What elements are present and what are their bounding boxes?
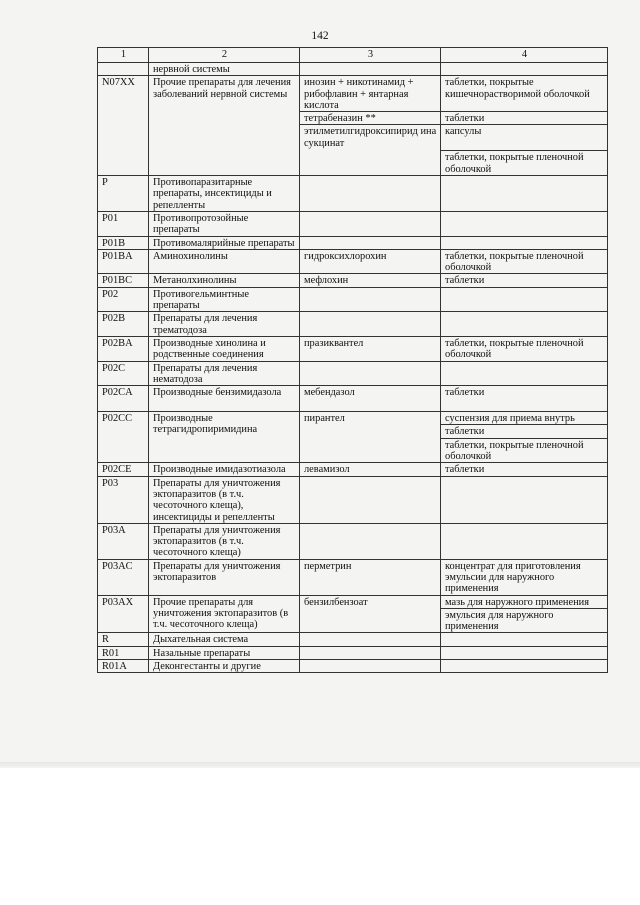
table-row [98,412,608,425]
atc-code-cell: N07XX [98,76,149,176]
dosage-form-cell: таблетки, покрытые пленочной оболочкой [441,151,608,176]
drug-name-cell: празиквантел [300,336,441,361]
dosage-form-cell [441,361,608,386]
atc-code-cell: P01B [98,236,149,249]
drug-name-cell: гидроксихлорохин [300,249,441,274]
drug-table [97,47,608,673]
dosage-form-cell: мазь для наружного применения [441,595,608,608]
dosage-form-cell [441,633,608,646]
dosage-form-cell: таблетки [441,112,608,125]
atc-code-cell: P03AX [98,595,149,633]
table-row [98,287,608,312]
drug-name-cell: тетрабеназин ** [300,112,441,125]
table-row [98,249,608,274]
header-col-4: 4 [441,48,608,63]
table-row [98,386,608,412]
group-name-cell: Производные тетрагидропиримидина [149,412,300,463]
table-row [98,646,608,659]
atc-code-cell: P02CE [98,463,149,476]
group-name-cell: Прочие препараты для уничтожения эктопаразитов (в т.ч. чесоточного клеща) [149,595,300,633]
atc-code-cell: P02BA [98,336,149,361]
group-name-cell: Препараты для лечения нематодоза [149,361,300,386]
drug-name-cell [300,176,441,212]
table-row [98,660,608,673]
drug-name-cell [300,312,441,337]
atc-code-cell: P03 [98,476,149,523]
table-row [98,523,608,559]
scan-edge [0,762,640,768]
drug-name-cell [300,63,441,76]
drug-name-cell [300,523,441,559]
group-name-cell: Препараты для уничтожения эктопаразитов [149,559,300,595]
drug-name-cell [300,646,441,659]
table-row [98,176,608,212]
dosage-form-cell: таблетки, покрытые пленочной оболочкой [441,249,608,274]
dosage-form-cell [441,287,608,312]
table-row [98,211,608,236]
dosage-form-cell: таблетки [441,425,608,438]
dosage-form-cell: таблетки [441,274,608,287]
group-name-cell: Метанолхинолины [149,274,300,287]
group-name-cell: Противогельминтные препараты [149,287,300,312]
dosage-form-cell: таблетки, покрытые кишечнорастворимой оболочкой [441,76,608,112]
drug-name-cell: мебендазол [300,386,441,412]
table-row [98,476,608,523]
table-row [98,274,608,287]
atc-code-cell: P02CC [98,412,149,463]
atc-code-cell: P01BC [98,274,149,287]
drug-name-cell: бензилбензоат [300,595,441,633]
dosage-form-cell [441,63,608,76]
group-name-cell: Прочие препараты для лечения заболеваний нервной системы [149,76,300,176]
table-row [98,76,608,112]
dosage-form-cell: капсулы [441,125,608,151]
group-name-cell: Производные имидазотиазола [149,463,300,476]
group-name-cell: Препараты для уничтожения эктопаразитов (в т.ч. чесоточного клеща), инсектициды и репелленты [149,476,300,523]
dosage-form-cell: эмульсия для наружного применения [441,608,608,633]
group-name-cell: Деконгестанты и другие [149,660,300,673]
table-row [98,559,608,595]
dosage-form-cell [441,660,608,673]
drug-name-cell [300,660,441,673]
drug-name-cell: перметрин [300,559,441,595]
page-number: 142 [311,30,329,42]
drug-name-cell [300,361,441,386]
header-col-2: 2 [149,48,300,63]
dosage-form-cell [441,176,608,212]
drug-name-cell: этилметилгидроксипирид ина сукцинат [300,125,441,176]
atc-code-cell: P02CA [98,386,149,412]
group-name-cell: Препараты для уничтожения эктопаразитов (в т.ч. чесоточного клеща) [149,523,300,559]
group-name-cell: Назальные препараты [149,646,300,659]
dosage-form-cell: таблетки [441,463,608,476]
dosage-form-cell: таблетки [441,386,608,412]
dosage-form-cell: концентрат для приготовления эмульсии для наружного применения [441,559,608,595]
group-name-cell: нервной системы [149,63,300,76]
group-name-cell: Противопаразитарные препараты, инсектициды и репелленты [149,176,300,212]
table-row [98,463,608,476]
dosage-form-cell [441,236,608,249]
table-row [98,595,608,608]
group-name-cell: Дыхательная система [149,633,300,646]
atc-code-cell: R01A [98,660,149,673]
drug-name-cell: инозин + никотинамид + рибофлавин + янтарная кислота [300,76,441,112]
group-name-cell: Противопротозойные препараты [149,211,300,236]
drug-name-cell [300,236,441,249]
group-name-cell: Противомалярийные препараты [149,236,300,249]
drug-name-cell: пирантел [300,412,441,463]
dosage-form-cell: суспензия для приема внутрь [441,412,608,425]
table-row [98,633,608,646]
dosage-form-cell: таблетки, покрытые пленочной оболочкой [441,438,608,463]
drug-name-cell [300,211,441,236]
header-col-1: 1 [98,48,149,63]
dosage-form-cell [441,523,608,559]
table-row [98,236,608,249]
dosage-form-cell: таблетки, покрытые пленочной оболочкой [441,336,608,361]
atc-code-cell: P [98,176,149,212]
drug-name-cell [300,633,441,646]
drug-name-cell: левамизол [300,463,441,476]
dosage-form-cell [441,476,608,523]
atc-code-cell [98,63,149,76]
atc-code-cell: P01 [98,211,149,236]
group-name-cell: Производные бензимидазола [149,386,300,412]
dosage-form-cell [441,312,608,337]
atc-code-cell: P03A [98,523,149,559]
group-name-cell: Аминохинолины [149,249,300,274]
header-col-3: 3 [300,48,441,63]
group-name-cell: Препараты для лечения трематодоза [149,312,300,337]
atc-code-cell: R [98,633,149,646]
atc-code-cell: P02C [98,361,149,386]
table-row [98,361,608,386]
dosage-form-cell [441,646,608,659]
atc-code-cell: P03AC [98,559,149,595]
group-name-cell: Производные хинолина и родственные соединения [149,336,300,361]
dosage-form-cell [441,211,608,236]
atc-code-cell: P01BA [98,249,149,274]
atc-code-cell: P02 [98,287,149,312]
drug-name-cell [300,476,441,523]
table-row [98,336,608,361]
table-row [98,312,608,337]
atc-code-cell: R01 [98,646,149,659]
atc-code-cell: P02B [98,312,149,337]
table-header-row [98,48,608,63]
drug-name-cell [300,287,441,312]
table-row [98,63,608,76]
drug-name-cell: мефлохин [300,274,441,287]
